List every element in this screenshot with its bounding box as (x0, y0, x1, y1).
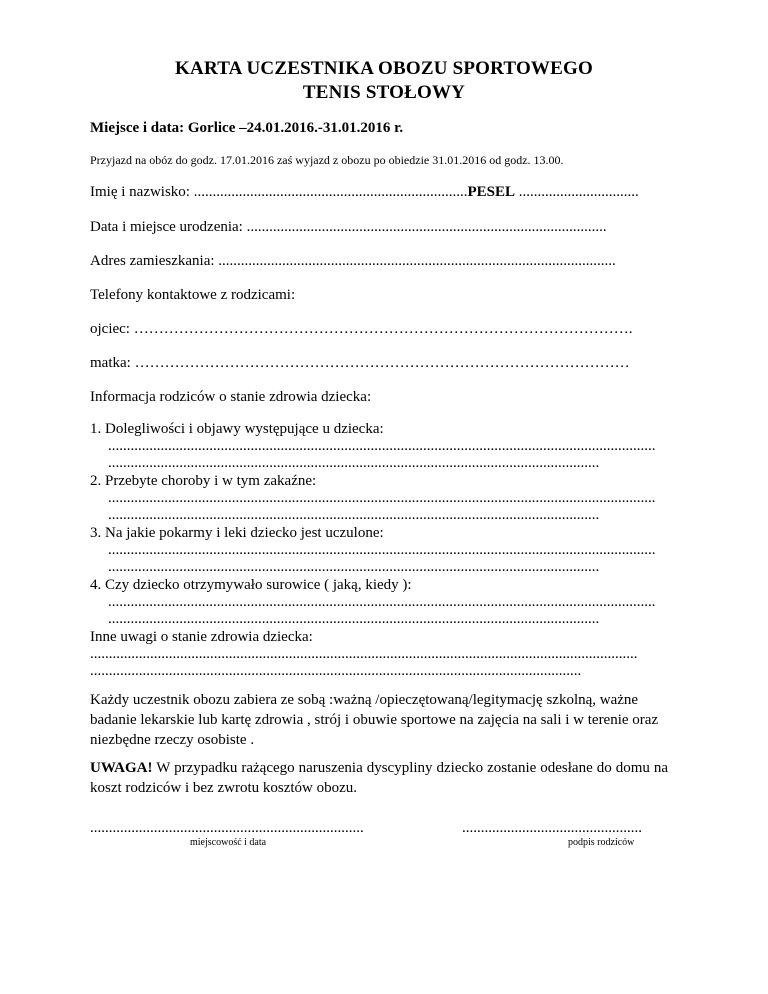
health-item-2-field-b[interactable]: ................................................................................................................................... (108, 507, 600, 523)
health-heading: Informacja rodziców o stanie zdrowia dziecka: (90, 389, 372, 405)
health-item-4-label: 4. Czy dziecko otrzymywało surowice ( jaką, kiedy ): (90, 577, 412, 593)
mother-row (90, 355, 680, 372)
other-remarks-label: Inne uwagi o stanie zdrowia dziecka: (90, 629, 313, 645)
other-remarks-field-a[interactable]: .................................................................................................................................................. (90, 646, 638, 662)
warning-label: UWAGA! (90, 760, 153, 776)
address-field[interactable]: .......................................................................................................... (218, 253, 616, 269)
health-item-4-field-b[interactable]: ................................................................................................................................... (108, 611, 600, 627)
health-item-3-field-b[interactable]: ................................................................................................................................... (108, 559, 600, 575)
name-pesel-row (90, 184, 690, 201)
father-phone-field[interactable]: ………………………………………………………………………………………. (133, 321, 633, 337)
other-remarks-field-b[interactable]: ................................................................................................................................... (90, 663, 582, 679)
document-subtitle: TENIS STOŁOWY (302, 82, 466, 103)
equipment-notice: Każdy uczestnik obozu zabiera ze sobą :ważną /opieczętowaną/legitymację szkolną, ważne badanie lekarskie lub kartę zdrowia , strój i obuwie sportowe na zajęcia na sali i w terenie oraz niezbędne rzeczy osobiste . (90, 692, 659, 748)
name-label: Imię i nazwisko: (90, 184, 194, 200)
pesel-label: PESEL (467, 184, 516, 200)
warning-text: W przypadku rażącego naruszenia dyscypliny dziecko zostanie odesłane do domu na koszt rodziców i bez zwrotu kosztów obozu. (90, 760, 668, 796)
place-date-caption: miejscowość i data (190, 837, 267, 848)
health-item-3-field-a[interactable]: .................................................................................................................................................. (108, 542, 656, 558)
health-item-1-field-b[interactable]: ................................................................................................................................... (108, 455, 600, 471)
address-label: Adres zamieszkania: (90, 253, 219, 269)
health-item-1-field-a[interactable]: .................................................................................................................................................. (108, 438, 656, 454)
health-item-2-label: 2. Przebyte choroby i w tym zakaźne: (90, 473, 317, 489)
mother-label: matka: (90, 355, 135, 371)
health-item-3-label: 3. Na jakie pokarmy i leki dziecko jest uczulone: (90, 525, 384, 541)
document-title: KARTA UCZESTNIKA OBOZU SPORTOWEGO (175, 58, 593, 79)
address-row (90, 253, 655, 270)
parents-signature-caption: podpis rodziców (568, 837, 635, 848)
health-item-1-label: 1. Dolegliwości i objawy występujące u dziecka: (90, 421, 384, 437)
birth-label: Data i miejsce urodzenia: (90, 219, 247, 235)
place-date-signature-field[interactable]: ......................................................................... (90, 820, 364, 836)
parents-signature-field[interactable]: ................................................ (462, 820, 642, 836)
name-field[interactable]: ......................................................................... (193, 184, 468, 200)
arrival-info: Przyjazd na obóz do godz. 17.01.2016 zaś wyjazd z obozu po obiedzie 31.01.2016 od godz. 13.00. (90, 153, 564, 167)
health-item-2-field-a[interactable]: .................................................................................................................................................. (108, 490, 656, 506)
birth-row (90, 219, 670, 236)
discipline-warning (90, 758, 668, 798)
father-label: ojciec: (90, 321, 134, 337)
place-and-date: Miejsce i data: Gorlice –24.01.2016.-31.01.2016 r. (90, 120, 404, 136)
birth-field[interactable]: ................................................................................................ (246, 219, 607, 235)
mother-phone-field[interactable]: ……………………………………………………………………………………… (134, 355, 630, 371)
father-row (90, 321, 680, 338)
phones-label: Telefony kontaktowe z rodzicami: (90, 287, 296, 303)
health-item-4-field-a[interactable]: .................................................................................................................................................. (108, 594, 656, 610)
pesel-field[interactable]: ................................ (515, 184, 639, 200)
